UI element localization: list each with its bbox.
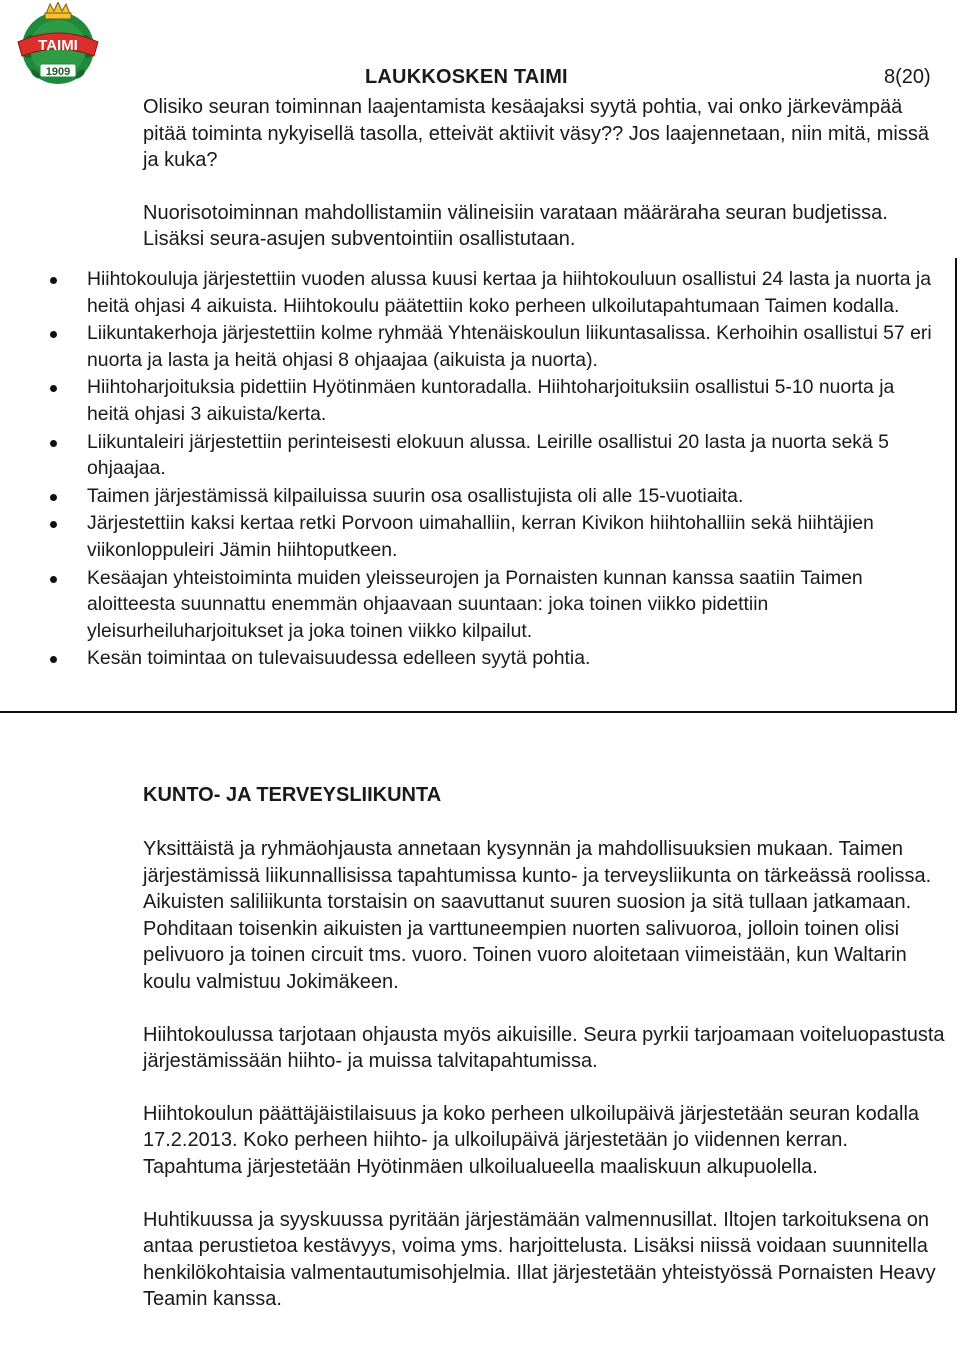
list-item — [0, 565, 935, 645]
intro-section — [143, 94, 943, 253]
bullet-icon — [50, 656, 57, 663]
body-paragraph: Huhtikuussa ja syyskuussa pyritään järjestämään valmennusillat. Iltojen tarkoituksena on antaa perustietoa kestävyys, voima yms. harjoittelusta. Lisäksi niissä voidaan suunnitella henkilökohtaisia valmentautumisohjelmia. Illat järjestetään yhteistyössä Pornaisten Heavy Teamin kanssa. — [143, 1208, 936, 1311]
taimi-club-crest-icon — [14, 2, 102, 88]
body-paragraph: Hiihtokoulun päättäjäistilaisuus ja koko perheen ulkoilupäivä järjestetään seuran kodalla 17.2.2013. Koko perheen hiihto- ja ulkoilupäivä järjestetään jo viidennen kerran. Tapahtuma järjestetään Hyötinmäen ulkoilualueella maaliskuun alkupuolella. — [143, 1102, 920, 1178]
bullet-icon — [50, 331, 57, 338]
bullet-icon — [50, 576, 57, 583]
intro-paragraph: Olisiko seuran toiminnan laajentamista kesäajaksi syytä pohtia, vai onko järkevämpää pitää toiminta nykyisellä tasolla, etteivät aktiivit väsy?? Jos laajennetaan, niin mitä, missä ja kuka? — [143, 96, 929, 172]
page-number: 8(20) — [884, 66, 931, 88]
list-item-text: Kesän toimintaa on tulevaisuudessa edelleen syytä pohtia. — [87, 647, 591, 670]
bullet-icon — [50, 440, 57, 447]
list-item-text: Hiihtoharjoituksia pidettiin Hyötinmäen kuntoradalla. Hiihtoharjoituksiin osallistui 5-10 nuorta ja heitä ohjasi 3 aikuista/kerta. — [87, 376, 895, 425]
list-item-text: Järjestettiin kaksi kertaa retki Porvoon uimahalliin, kerran Kivikon hiihtohalliin sekä hiihtäjien viikonloppuleiri Jämin hiihtoputkeen. — [87, 512, 874, 561]
list-item-text: Liikuntaleiri järjestettiin perinteisesti elokuun alussa. Leirille osallistui 20 lasta ja nuorta sekä 5 ohjaajaa. — [87, 430, 889, 480]
list-item — [0, 429, 935, 482]
list-item — [0, 374, 935, 427]
bullet-list — [0, 266, 935, 673]
list-item-text: Taimen järjestämissä kilpailuissa suurin osa osallistujista oli alle 15-vuotiaita. — [87, 484, 744, 507]
bullet-icon — [50, 385, 57, 392]
list-item — [0, 483, 935, 510]
body-paragraph: Hiihtokoulussa tarjotaan ohjausta myös aikuisille. Seura pyrkii tarjoamaan voiteluopastusta järjestämissään hiihto- ja muissa talvitapahtumissa. — [143, 1023, 945, 1073]
org-title: LAUKKOSKEN TAIMI — [365, 66, 568, 88]
section-heading: KUNTO- JA TERVEYSLIIKUNTA — [143, 784, 442, 806]
list-item — [0, 266, 935, 319]
section-body — [143, 836, 948, 1339]
list-item-text: Kesäajan yhteistoiminta muiden yleisseurojen ja Pornaisten kunnan kanssa saatiin Taimen aloitteesta suunnattu enemmän ohjaavaan suuntaan: joka toinen viikko pidettiin yleisurheiluharjoitukset ja joka toinen viikko kilpailut. — [87, 566, 863, 642]
club-logo — [14, 2, 102, 88]
list-item — [0, 510, 935, 563]
bullet-icon — [50, 521, 57, 528]
list-item — [0, 320, 935, 373]
body-paragraph: Yksittäistä ja ryhmäohjausta annetaan kysynnän ja mahdollisuuksien mukaan. Taimen järjestämissä liikunnallisissa tapahtumissa kunto- ja terveysliikunta on tärkeässä roolissa. Aikuisten saliliikunta torstaisin on saavuttanut suuren suosion ja sitä tullaan jatkamaan. Pohditaan toisenkin aikuisten ja varttuneempien nuorten salivuoroa, jolloin toinen olisi pelivuoro ja toinen circuit tms. vuoro. Toinen vuoro aloitetaan viimeistään, kun Waltarin koulu valmistuu Jokimäkeen. — [143, 838, 932, 993]
list-item-text: Liikuntakerhoja järjestettiin kolme ryhmää Yhtenäiskoulun liikuntasalissa. Kerhoihin osallistui 57 eri nuorta ja lasta ja heitä ohjasi 8 ohjaajaa (aikuista ja nuorta). — [87, 322, 932, 371]
bullet-icon — [50, 494, 57, 501]
intro-paragraph: Nuorisotoiminnan mahdollistamiin välineisiin varataan määräraha seuran budjetissa. Lisäksi seura-asujen subventointiin osallistutaan. — [143, 201, 888, 251]
logo-year: 1909 — [45, 66, 71, 78]
bullet-icon — [50, 277, 57, 284]
list-item-text: Hiihtokouluja järjestettiin vuoden alussa kuusi kertaa ja hiihtokouluun osallistui 24 lasta ja nuorta ja heitä ohjasi 4 aikuista. Hiihtokoulu päätettiin koko perheen ulkoilutapahtumaan Taimen kodalla. — [87, 268, 931, 317]
list-item — [0, 645, 935, 672]
logo-text: TAIMI — [38, 37, 78, 54]
